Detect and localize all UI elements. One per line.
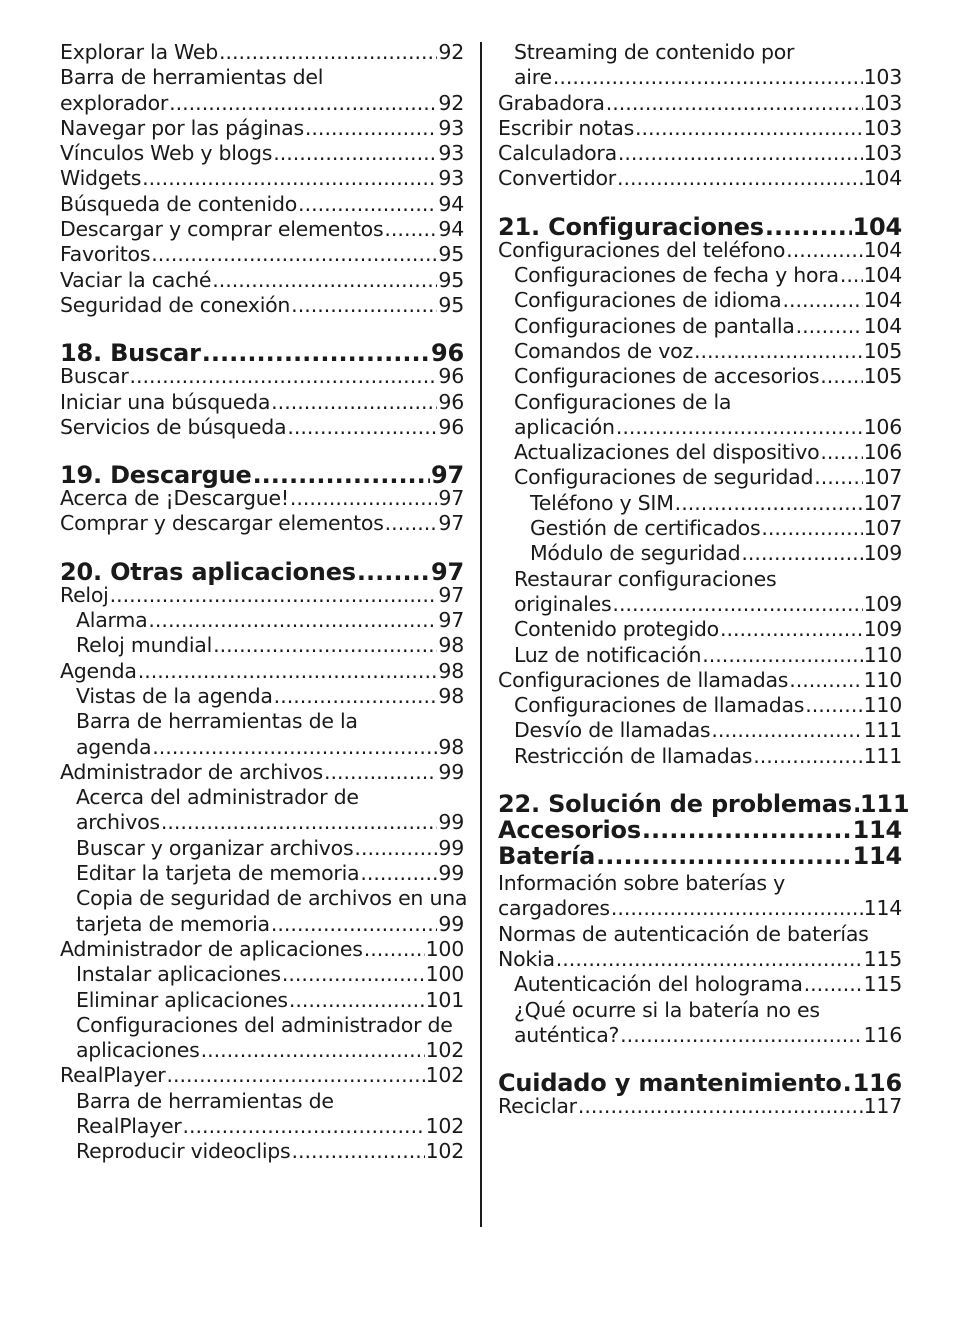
toc-entry-title: Alarma bbox=[76, 608, 148, 633]
toc-page-number: 110 bbox=[863, 667, 902, 692]
toc-entry-title: Favoritos bbox=[60, 242, 151, 267]
toc-page-number: 103 bbox=[863, 115, 902, 140]
toc-entry-modulo-de-seguridad[interactable] bbox=[498, 541, 902, 566]
toc-page-number: 114 bbox=[852, 842, 902, 871]
dot-leader bbox=[556, 947, 863, 972]
dot-leader bbox=[761, 516, 862, 541]
toc-page-number: 96 bbox=[438, 389, 464, 414]
dot-leader bbox=[620, 1023, 862, 1048]
dot-leader bbox=[753, 744, 862, 769]
dot-leader bbox=[820, 440, 862, 465]
toc-page-number: 103 bbox=[863, 65, 902, 90]
toc-page-number: 104 bbox=[863, 263, 902, 288]
toc-entry-reproducir-videoclips[interactable] bbox=[60, 1139, 464, 1164]
toc-entry-reciclar[interactable] bbox=[498, 1094, 902, 1119]
toc-entry-first-line: Barra de herramientas de bbox=[76, 1088, 334, 1113]
toc-entry-grabadora[interactable] bbox=[498, 91, 902, 116]
toc-entry-nokia[interactable] bbox=[498, 947, 902, 972]
toc-entry-first-line: Streaming de contenido por bbox=[514, 40, 795, 64]
toc-entry-title: Comandos de voz bbox=[514, 338, 693, 363]
dot-leader bbox=[183, 1114, 425, 1139]
toc-entry-title: Configuraciones de pantalla bbox=[514, 313, 795, 338]
dot-leader bbox=[840, 263, 863, 288]
toc-entry-first-line: Barra de herramientas del bbox=[60, 65, 324, 90]
dot-leader bbox=[282, 962, 425, 987]
toc-entry-configuraciones-del-telefono[interactable] bbox=[498, 238, 902, 263]
toc-entry-archivos[interactable] bbox=[60, 810, 464, 835]
dot-leader bbox=[360, 861, 437, 886]
dot-leader bbox=[212, 268, 437, 293]
toc-entry-title: tarjeta de memoria bbox=[76, 911, 270, 936]
toc-page-number: 109 bbox=[863, 541, 902, 566]
toc-page-number: 117 bbox=[863, 1094, 902, 1119]
toc-entry-title: RealPlayer bbox=[76, 1113, 182, 1138]
toc-entry-title: Reloj mundial bbox=[76, 633, 213, 658]
toc-page-number: 104 bbox=[863, 166, 902, 191]
dot-leader bbox=[617, 166, 863, 191]
toc-page-number: 102 bbox=[425, 1113, 464, 1138]
toc-page-number: 116 bbox=[863, 1022, 902, 1047]
dot-leader bbox=[385, 511, 438, 536]
toc-page-number: 98 bbox=[438, 633, 464, 658]
toc-entry-telefono-y-sim[interactable] bbox=[498, 491, 902, 516]
toc-entry-title: Servicios de búsqueda bbox=[60, 414, 287, 439]
toc-entry-title: Vínculos Web y blogs bbox=[60, 141, 273, 166]
toc-entry-title: Configuraciones de accesorios bbox=[514, 364, 820, 389]
toc-entry-navegar-por-las-paginas[interactable] bbox=[60, 116, 464, 141]
toc-entry-title: Agenda bbox=[60, 658, 137, 683]
toc-entry-explorar-la-web[interactable] bbox=[60, 40, 464, 65]
toc-entry-title: Contenido protegido bbox=[514, 617, 719, 642]
toc-entry-title: Configuraciones de llamadas bbox=[498, 667, 789, 692]
toc-page-number: 114 bbox=[863, 896, 902, 921]
toc-page-number: 110 bbox=[863, 642, 902, 667]
column-divider bbox=[480, 42, 482, 1227]
toc-entry-autentica[interactable] bbox=[498, 1023, 902, 1048]
toc-entry-configuraciones-de-llamadas[interactable] bbox=[498, 668, 902, 693]
dot-leader bbox=[804, 972, 863, 997]
dot-leader bbox=[596, 841, 851, 871]
toc-page-number: 97 bbox=[438, 608, 464, 633]
dot-leader bbox=[618, 141, 863, 166]
toc-entry-title: cargadores bbox=[498, 896, 610, 921]
toc-page-number: 115 bbox=[863, 972, 902, 997]
toc-page-number: 102 bbox=[425, 1139, 464, 1164]
dot-leader bbox=[611, 896, 863, 921]
dot-leader bbox=[213, 633, 437, 658]
toc-page-number: 99 bbox=[438, 810, 464, 835]
toc-page-number: 96 bbox=[438, 364, 464, 389]
toc-entry-title: Buscar y organizar archivos bbox=[76, 835, 354, 860]
toc-page-number: 109 bbox=[863, 617, 902, 642]
dot-leader bbox=[702, 643, 862, 668]
toc-page-number: 109 bbox=[863, 591, 902, 616]
toc-entry-title: agenda bbox=[76, 734, 152, 759]
toc-page-number: 98 bbox=[438, 658, 464, 683]
dot-leader bbox=[805, 693, 862, 718]
dot-leader bbox=[271, 912, 438, 937]
toc-page-number: 99 bbox=[438, 759, 464, 784]
toc-page-number: 103 bbox=[863, 141, 902, 166]
toc-entry-title: Navegar por las páginas bbox=[60, 115, 304, 140]
dot-leader bbox=[675, 491, 863, 516]
dot-leader bbox=[110, 583, 438, 608]
toc-entry-title: Seguridad de conexión bbox=[60, 292, 291, 317]
toc-entry-luz-de-notificacion[interactable] bbox=[498, 643, 902, 668]
toc-page-number: 114 bbox=[852, 816, 902, 845]
dot-leader bbox=[169, 91, 437, 116]
dot-leader bbox=[271, 390, 437, 415]
dot-leader bbox=[553, 65, 863, 90]
toc-page-number: 99 bbox=[438, 835, 464, 860]
toc-entry-editar-la-tarjeta-de-memoria[interactable] bbox=[60, 861, 464, 886]
toc-entry-title: Widgets bbox=[60, 166, 142, 191]
toc-entry-agenda[interactable] bbox=[60, 735, 464, 760]
dot-leader bbox=[694, 339, 863, 364]
toc-entry-title: Buscar bbox=[60, 364, 129, 389]
dot-leader bbox=[324, 760, 437, 785]
dot-leader bbox=[786, 238, 862, 263]
toc-entry-title: Administrador de aplicaciones bbox=[60, 936, 363, 961]
toc-page-number: 111 bbox=[859, 790, 910, 819]
toc-page-number: 93 bbox=[438, 166, 464, 191]
toc-entry-title: Administrador de archivos bbox=[60, 759, 323, 784]
toc-page-number: 104 bbox=[863, 288, 902, 313]
toc-entry-aire[interactable] bbox=[498, 65, 902, 90]
dot-leader bbox=[820, 364, 862, 389]
toc-entry-title: Teléfono y SIM bbox=[530, 490, 674, 515]
toc-entry-configuraciones-de-idioma[interactable] bbox=[498, 288, 902, 313]
toc-entry-administrador-de-archivos[interactable] bbox=[60, 760, 464, 785]
toc-page-number: 104 bbox=[852, 212, 902, 241]
dot-leader bbox=[142, 166, 437, 191]
toc-page-number: 98 bbox=[438, 683, 464, 708]
toc-entry-autenticacion-del-holograma[interactable] bbox=[498, 972, 902, 997]
dot-leader bbox=[201, 1038, 425, 1063]
toc-entry-title: Luz de notificación bbox=[514, 642, 702, 667]
toc-entry-first-line: Configuraciones de la bbox=[514, 389, 732, 414]
toc-entry-title: Búsqueda de contenido bbox=[60, 191, 298, 216]
toc-page-number: 101 bbox=[425, 987, 464, 1012]
dot-leader bbox=[741, 541, 862, 566]
dot-leader bbox=[148, 608, 437, 633]
toc-left-column bbox=[60, 40, 468, 1165]
toc-page-number: 115 bbox=[863, 946, 902, 971]
toc-entry-title: Iniciar una búsqueda bbox=[60, 389, 271, 414]
toc-page-number: 97 bbox=[431, 461, 464, 490]
toc-entry-title: 19. Descargue bbox=[60, 461, 252, 490]
toc-entry-title: Reciclar bbox=[498, 1094, 577, 1119]
dot-leader bbox=[384, 217, 437, 242]
toc-page-number: 107 bbox=[863, 490, 902, 515]
toc-entry-configuraciones-de-seguridad[interactable] bbox=[498, 465, 902, 490]
toc-page-number: 106 bbox=[863, 414, 902, 439]
toc-page-number: 100 bbox=[425, 936, 464, 961]
toc-entry-comandos-de-voz[interactable] bbox=[498, 339, 902, 364]
toc-entry-title: Configuraciones de llamadas bbox=[514, 693, 805, 718]
toc-entry-seguridad-de-conexion[interactable] bbox=[60, 293, 464, 318]
toc-entry-title: Acerca de ¡Descargue! bbox=[60, 486, 289, 511]
toc-page-number: 102 bbox=[425, 1063, 464, 1088]
dot-leader bbox=[219, 40, 437, 65]
dot-leader bbox=[782, 288, 862, 313]
toc-entry-convertidor[interactable] bbox=[498, 166, 902, 191]
toc-page-number: 97 bbox=[431, 557, 464, 586]
toc-entry-first-line: Barra de herramientas de la bbox=[76, 709, 358, 734]
toc-page-number: 116 bbox=[852, 1069, 902, 1098]
dot-leader bbox=[606, 91, 863, 116]
toc-entry-configuraciones-de-fecha-y-hora[interactable] bbox=[498, 263, 902, 288]
dot-leader bbox=[354, 836, 437, 861]
toc-entry-configuraciones-de-pantalla[interactable] bbox=[498, 314, 902, 339]
toc-entry-title: Configuraciones de fecha y hora bbox=[514, 263, 839, 288]
toc-page-number: 92 bbox=[438, 40, 464, 64]
dot-leader bbox=[287, 415, 437, 440]
toc-entry-title: originales bbox=[514, 591, 612, 616]
dot-leader bbox=[635, 116, 863, 141]
toc-entry-title: aire bbox=[514, 65, 552, 90]
dot-leader bbox=[305, 116, 438, 141]
toc-page-number: 99 bbox=[438, 911, 464, 936]
toc-entry-aplicaciones[interactable] bbox=[60, 1038, 464, 1063]
toc-entry-title: Escribir notas bbox=[498, 115, 634, 140]
toc-entry-cargadores[interactable] bbox=[498, 896, 902, 921]
dot-leader bbox=[711, 718, 862, 743]
dot-leader bbox=[274, 684, 438, 709]
toc-entry-first-line: Acerca del administrador de bbox=[76, 785, 359, 810]
toc-page-number: 104 bbox=[863, 313, 902, 338]
toc-entry-title: Restricción de llamadas bbox=[514, 743, 753, 768]
toc-page-number: 105 bbox=[863, 338, 902, 363]
toc-entry-title: Actualizaciones del dispositivo bbox=[514, 440, 820, 465]
toc-entry-title: auténtica? bbox=[514, 1022, 620, 1047]
toc-entry-acerca-de-descargue[interactable] bbox=[60, 486, 464, 511]
dot-leader bbox=[616, 415, 863, 440]
toc-entry-title: archivos bbox=[76, 810, 160, 835]
dot-leader bbox=[152, 735, 437, 760]
toc-entry-vinculos-web-y-blogs[interactable] bbox=[60, 141, 464, 166]
toc-entry-escribir-notas[interactable] bbox=[498, 116, 902, 141]
toc-entry-title: Reloj bbox=[60, 582, 109, 607]
toc-entry-title: Grabadora bbox=[498, 90, 605, 115]
toc-right-column bbox=[498, 40, 910, 1119]
dot-leader bbox=[814, 465, 862, 490]
toc-page-number: 93 bbox=[438, 141, 464, 166]
toc-entry-comprar-y-descargar-elementos[interactable] bbox=[60, 511, 464, 536]
toc-page-number: 95 bbox=[438, 267, 464, 292]
toc-page-number: 97 bbox=[438, 486, 464, 511]
toc-entry-reloj[interactable] bbox=[60, 583, 464, 608]
toc-entry-originales[interactable] bbox=[498, 592, 902, 617]
toc-entry-configuraciones-de-accesorios[interactable] bbox=[498, 364, 902, 389]
toc-entry-aplicacion[interactable] bbox=[498, 415, 902, 440]
toc-page-number: 111 bbox=[863, 718, 902, 743]
toc-entry-actualizaciones-del-dispositivo[interactable] bbox=[498, 440, 902, 465]
toc-page-number: 99 bbox=[438, 861, 464, 886]
toc-page-number: 96 bbox=[431, 339, 464, 368]
toc-entry-gestion-de-certificados[interactable] bbox=[498, 516, 902, 541]
toc-entry-title: 22. Solución de problemas bbox=[498, 790, 852, 819]
dot-leader bbox=[161, 810, 438, 835]
toc-entry-title: Explorar la Web bbox=[60, 40, 218, 64]
dot-leader bbox=[151, 242, 437, 267]
toc-entry-vistas-de-la-agenda[interactable] bbox=[60, 684, 464, 709]
toc-page-number: 98 bbox=[438, 734, 464, 759]
toc-entry-title: aplicación bbox=[514, 414, 615, 439]
dot-leader bbox=[612, 592, 862, 617]
toc-page-number: 102 bbox=[425, 1038, 464, 1063]
toc-entry-title: Configuraciones de seguridad bbox=[514, 465, 814, 490]
toc-entry-first-line: Restaurar configuraciones bbox=[514, 566, 777, 591]
dot-leader bbox=[167, 1063, 425, 1088]
toc-entry-iniciar-una-busqueda[interactable] bbox=[60, 390, 464, 415]
toc-entry-title: RealPlayer bbox=[60, 1063, 166, 1088]
dot-leader bbox=[720, 617, 863, 642]
toc-entry-title: 18. Buscar bbox=[60, 339, 201, 368]
toc-page-number: 104 bbox=[863, 237, 902, 262]
toc-page-number: 97 bbox=[438, 582, 464, 607]
toc-entry-instalar-aplicaciones[interactable] bbox=[60, 962, 464, 987]
toc-entry-widgets[interactable] bbox=[60, 166, 464, 191]
dot-leader bbox=[364, 937, 425, 962]
toc-entry-desvio-de-llamadas[interactable] bbox=[498, 718, 902, 743]
toc-entry-reloj-mundial[interactable] bbox=[60, 633, 464, 658]
dot-leader bbox=[291, 1139, 424, 1164]
dot-leader bbox=[796, 314, 863, 339]
toc-entry-title: Instalar aplicaciones bbox=[76, 962, 281, 987]
toc-entry-first-line: ¿Qué ocurre si la batería no es bbox=[514, 997, 820, 1022]
toc-page-number: 93 bbox=[438, 115, 464, 140]
toc-entry-vaciar-la-cache[interactable] bbox=[60, 268, 464, 293]
toc-page-number: 95 bbox=[438, 242, 464, 267]
toc-entry-title: Gestión de certificados bbox=[530, 516, 761, 541]
dot-leader bbox=[138, 659, 438, 684]
toc-page-number: 92 bbox=[438, 90, 464, 115]
toc-entry-buscar[interactable] bbox=[60, 364, 464, 389]
toc-entry-title: Desvío de llamadas bbox=[514, 718, 711, 743]
toc-page-number: 110 bbox=[863, 693, 902, 718]
toc-page-number: 107 bbox=[863, 465, 902, 490]
toc-entry-explorador[interactable] bbox=[60, 91, 464, 116]
toc-entry-title: 21. Configuraciones bbox=[498, 212, 764, 241]
toc-entry-title: Vaciar la caché bbox=[60, 267, 212, 292]
toc-page-number: 100 bbox=[425, 962, 464, 987]
toc-entry-realplayer[interactable] bbox=[60, 1063, 464, 1088]
toc-page-number: 107 bbox=[863, 516, 902, 541]
toc-page-number: 111 bbox=[863, 743, 902, 768]
toc-page-number: 94 bbox=[438, 191, 464, 216]
dot-leader bbox=[789, 668, 862, 693]
dot-leader bbox=[290, 486, 438, 511]
toc-entry-servicios-de-busqueda[interactable] bbox=[60, 415, 464, 440]
toc-entry-title: Nokia bbox=[498, 946, 555, 971]
toc-entry-first-line: Normas de autenticación de baterías bbox=[498, 921, 869, 946]
toc-entry-favoritos[interactable] bbox=[60, 242, 464, 267]
toc-entry-title: Batería bbox=[498, 842, 596, 871]
toc-entry-title: Calculadora bbox=[498, 141, 617, 166]
toc-entry-calculadora[interactable] bbox=[498, 141, 902, 166]
toc-page-number: 97 bbox=[438, 511, 464, 536]
toc-entry-title: Configuraciones de idioma bbox=[514, 288, 782, 313]
toc-entry-buscar-y-organizar-archivos[interactable] bbox=[60, 836, 464, 861]
toc-entry-title: aplicaciones bbox=[76, 1038, 200, 1063]
toc-entry-configuraciones-de-llamadas[interactable] bbox=[498, 693, 902, 718]
toc-entry-title: explorador bbox=[60, 90, 169, 115]
toc-entry-title: Descargar y comprar elementos bbox=[60, 217, 384, 242]
toc-entry-title: Módulo de seguridad bbox=[530, 541, 741, 566]
toc-entry-title: Convertidor bbox=[498, 166, 616, 191]
toc-entry-title: Eliminar aplicaciones bbox=[76, 987, 288, 1012]
toc-entry-busqueda-de-contenido[interactable] bbox=[60, 192, 464, 217]
toc-page-number: 103 bbox=[863, 90, 902, 115]
toc-entry-alarma[interactable] bbox=[60, 608, 464, 633]
dot-leader bbox=[298, 192, 437, 217]
toc-entry-title: Editar la tarjeta de memoria bbox=[76, 861, 360, 886]
toc-heading-bateria[interactable] bbox=[498, 841, 902, 871]
toc-entry-title: Accesorios bbox=[498, 816, 641, 845]
toc-entry-agenda[interactable] bbox=[60, 659, 464, 684]
toc-page-number: 94 bbox=[438, 217, 464, 242]
dot-leader bbox=[289, 988, 425, 1013]
toc-entry-eliminar-aplicaciones[interactable] bbox=[60, 988, 464, 1013]
toc-entry-first-line: Información sobre baterías y bbox=[498, 871, 785, 896]
toc-entry-title: Configuraciones del teléfono bbox=[498, 237, 786, 262]
toc-page-number: 96 bbox=[438, 414, 464, 439]
toc-entry-title: Autenticación del holograma bbox=[514, 972, 803, 997]
toc-entry-title: 20. Otras aplicaciones bbox=[60, 557, 356, 586]
toc-entry-contenido-protegido[interactable] bbox=[498, 617, 902, 642]
toc-entry-first-line: Configuraciones del administrador de bbox=[76, 1012, 453, 1037]
dot-leader bbox=[291, 293, 437, 318]
dot-leader bbox=[578, 1094, 863, 1119]
toc-entry-title: Cuidado y mantenimiento bbox=[498, 1069, 842, 1098]
toc-page-number: 106 bbox=[863, 440, 902, 465]
toc-entry-tarjeta-de-memoria[interactable] bbox=[60, 912, 464, 937]
toc-entry-restriccion-de-llamadas[interactable] bbox=[498, 744, 902, 769]
toc-entry-title: Vistas de la agenda bbox=[76, 683, 273, 708]
toc-entry-realplayer[interactable] bbox=[60, 1114, 464, 1139]
toc-entry-descargar-y-comprar-elementos[interactable] bbox=[60, 217, 464, 242]
toc-entry-title: Comprar y descargar elementos bbox=[60, 511, 384, 536]
toc-entry-first-line: Copia de seguridad de archivos en una bbox=[76, 886, 468, 911]
toc-entry-administrador-de-aplicaciones[interactable] bbox=[60, 937, 464, 962]
dot-leader bbox=[130, 364, 438, 389]
toc-entry-title: Reproducir videoclips bbox=[76, 1139, 291, 1164]
toc-page-number: 105 bbox=[863, 364, 902, 389]
toc-page-number: 95 bbox=[438, 292, 464, 317]
dot-leader bbox=[273, 141, 437, 166]
